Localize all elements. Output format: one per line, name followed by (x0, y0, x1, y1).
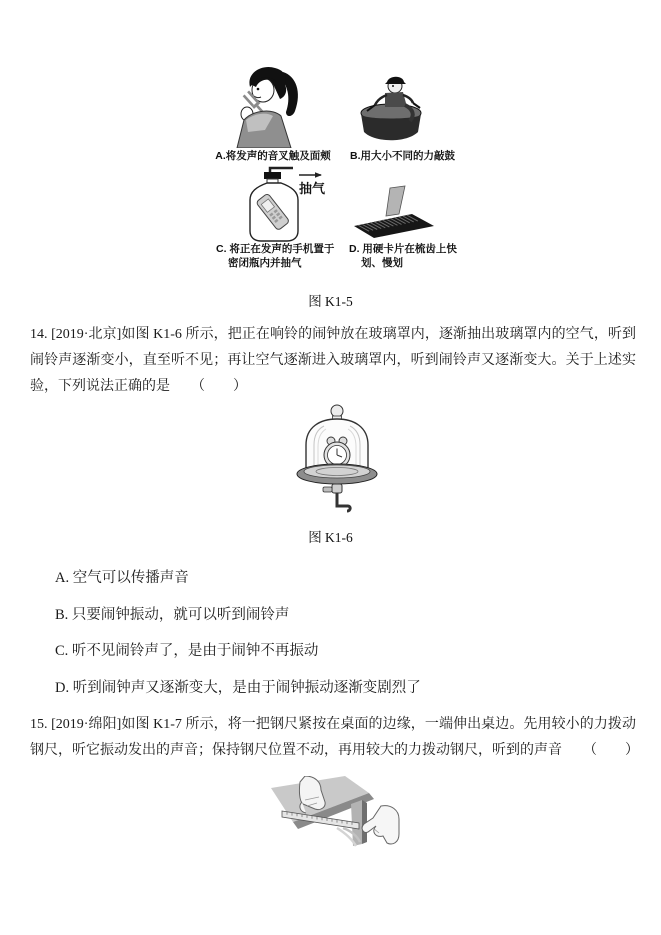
card-on-comb-illustration (350, 184, 438, 238)
option-c-caption-line1: C. 将正在发声的手机置于 (216, 243, 335, 255)
jar-knob (331, 405, 343, 417)
figure-k1-6-caption: 图 K1-6 (308, 530, 353, 545)
question-15-text: 15. [2019·绵阳]如图 K1-7 所示，将一把钢尺紧按在桌面的边缘，一端伸出桌边。先用较小的力拨动钢尺，听它振动发出的声音；保持钢尺位置不动，再用较大的力拨动钢尺，听到的声音 （ ） (30, 717, 639, 758)
pump-arrow-icon (299, 172, 322, 178)
tuning-fork-cheek-illustration (233, 64, 313, 148)
option-d-caption-line1: D. 用硬卡片在梳齿上快 (349, 243, 457, 255)
option-c-caption-line2: 密闭瓶内并抽气 (228, 257, 302, 269)
option-b-caption: B.用大小不同的力敲鼓 (350, 150, 455, 162)
pump-air-label: 抽气 (299, 181, 326, 196)
option-c-caption (216, 242, 366, 270)
base-plate-top (304, 465, 370, 478)
question-14-choice-a: A. 空气可以传播声音 (55, 570, 189, 586)
ruler-table-illustration (269, 776, 404, 860)
option-d-caption-line2: 划、慢划 (361, 257, 403, 269)
pump-valve (323, 487, 332, 492)
card-icon (386, 186, 405, 216)
drummer-eye (392, 85, 394, 87)
hat (385, 77, 406, 84)
bottle-cap (264, 172, 281, 179)
alarm-clock-icon (324, 437, 350, 468)
figure-k1-5-caption: 图 K1-5 (308, 294, 353, 309)
option-a-caption: A.将发声的音叉触及面颊 (215, 150, 331, 162)
phone-in-bottle-illustration (236, 166, 336, 242)
question-14-choice-b: B. 只要闹钟振动，就可以听到闹铃声 (55, 607, 290, 623)
option-d-caption (349, 242, 474, 270)
phone-icon (256, 193, 290, 231)
bell-jar-illustration (289, 403, 385, 521)
eye (257, 88, 260, 91)
question-14-text: 14. [2019·北京]如图 K1-6 所示，把正在响铃的闹钟放在玻璃罩内，逐渐抽出玻璃罩内的空气，听到闹铃声逐渐变小，直至听不见；再让空气逐渐进入玻璃罩内，听到闹铃声又逐渐变大。关于上述实验，下列说法正确的是 （ ） (30, 327, 636, 394)
question-14-choice-c: C. 听不见闹铃声了，是由于闹钟不再振动 (55, 643, 319, 659)
drum-beating-illustration (355, 73, 427, 145)
question-14-choice-d: D. 听到闹钟声又逐渐变大，是由于闹钟振动逐渐变剧烈了 (55, 680, 421, 696)
pump-crank (337, 493, 350, 511)
plucking-hand-icon (362, 806, 399, 844)
pump-stem (332, 484, 342, 493)
